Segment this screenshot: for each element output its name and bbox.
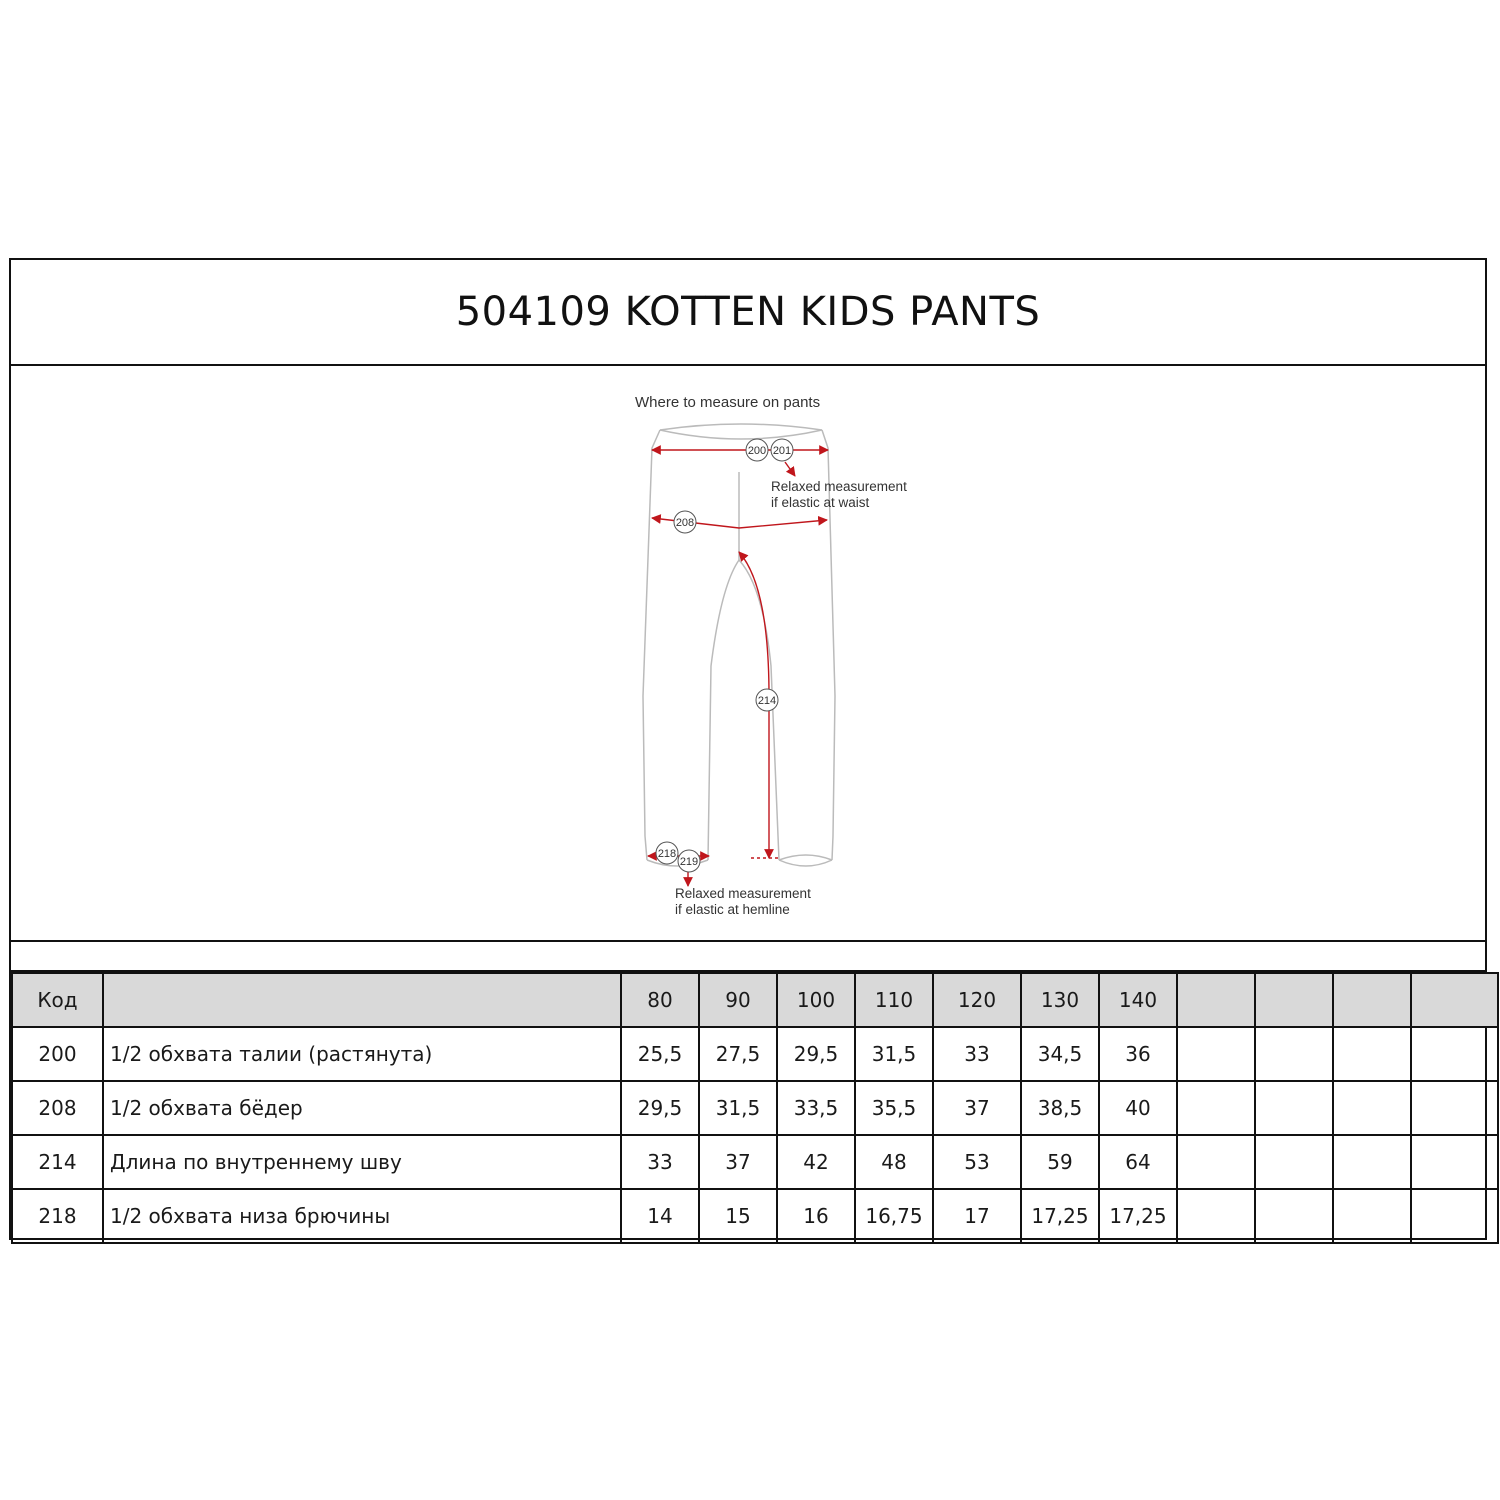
table-header-row [12,973,1498,1027]
size-header [1333,973,1411,1027]
measurement-code: 200 [12,1027,103,1081]
measurement-value [1333,1027,1411,1081]
measurement-value: 29,5 [777,1027,855,1081]
size-header [1411,973,1498,1027]
hem-note-line2: if elastic at hemline [675,902,790,917]
measurement-code: 214 [12,1135,103,1189]
svg-text:208: 208 [675,517,695,529]
measurement-value [1333,1135,1411,1189]
product-title: 504109 KOTTEN KIDS PANTS [455,289,1041,335]
measurement-value: 17,25 [1099,1189,1177,1243]
measurement-value [1411,1189,1498,1243]
measurement-value: 37 [699,1135,777,1189]
measurement-value: 33 [621,1135,699,1189]
measurement-value: 17,25 [1021,1189,1099,1243]
measurement-value [1411,1027,1498,1081]
svg-text:214: 214 [757,695,777,707]
measurement-value: 31,5 [855,1027,933,1081]
size-header: 130 [1021,973,1099,1027]
measurement-value: 35,5 [855,1081,933,1135]
waist-note-arrow [785,462,795,476]
measurement-arrows [648,450,828,886]
measurement-value: 53 [933,1135,1021,1189]
hem-note-line1: Relaxed measurement [675,886,811,901]
measurement-value [1255,1189,1333,1243]
measurement-value: 40 [1099,1081,1177,1135]
measurement-value [1255,1081,1333,1135]
svg-text:219: 219 [679,856,699,868]
measurement-value: 29,5 [621,1081,699,1135]
measurement-diagram-area [11,366,1485,942]
measurement-value: 14 [621,1189,699,1243]
measurement-value: 59 [1021,1135,1099,1189]
code-header: Код [12,973,103,1027]
measurement-description: 1/2 обхвата низа брючины [103,1189,621,1243]
waist-note-line2: if elastic at waist [771,495,870,510]
diagram-heading: Where to measure on pants [635,394,821,411]
measurement-value: 37 [933,1081,1021,1135]
size-header: 90 [699,973,777,1027]
measurement-value [1255,1135,1333,1189]
measurement-value: 34,5 [1021,1027,1099,1081]
measurement-code: 208 [12,1081,103,1135]
size-header: 140 [1099,973,1177,1027]
measurement-value: 16 [777,1189,855,1243]
measurement-value: 17 [933,1189,1021,1243]
measurement-value [1177,1135,1255,1189]
measurement-value [1255,1027,1333,1081]
size-table [11,972,1499,1244]
title-row [11,260,1485,366]
measurement-code: 218 [12,1189,103,1243]
measurement-value: 48 [855,1135,933,1189]
svg-text:200: 200 [747,445,767,457]
measurement-value: 33 [933,1027,1021,1081]
size-header: 120 [933,973,1021,1027]
measurement-value: 31,5 [699,1081,777,1135]
measurement-value [1333,1189,1411,1243]
measurement-value [1177,1081,1255,1135]
measurement-value [1177,1189,1255,1243]
measurement-value [1411,1081,1498,1135]
table-body [12,1027,1498,1243]
measurement-value: 64 [1099,1135,1177,1189]
measurement-value: 15 [699,1189,777,1243]
description-header [103,973,621,1027]
size-header: 80 [621,973,699,1027]
measurement-description: Длина по внутреннему шву [103,1135,621,1189]
measurement-value: 38,5 [1021,1081,1099,1135]
size-header [1177,973,1255,1027]
table-row [12,1189,1498,1243]
size-header: 110 [855,973,933,1027]
measurement-value: 42 [777,1135,855,1189]
pants-measurement-diagram [11,366,1485,940]
measurement-value [1411,1135,1498,1189]
measurement-value [1333,1081,1411,1135]
measurement-value: 25,5 [621,1027,699,1081]
measurement-value: 27,5 [699,1027,777,1081]
measurement-value: 36 [1099,1027,1177,1081]
waist-note-line1: Relaxed measurement [771,479,907,494]
table-row [12,1135,1498,1189]
measurement-description: 1/2 обхвата талии (растянута) [103,1027,621,1081]
size-chart-sheet [9,258,1487,1240]
table-row [12,1027,1498,1081]
table-row [12,1081,1498,1135]
size-header: 100 [777,973,855,1027]
svg-text:218: 218 [657,848,677,860]
measurement-value [1177,1027,1255,1081]
svg-text:201: 201 [772,445,792,457]
spacer-row [11,942,1485,972]
size-header [1255,973,1333,1027]
measurement-description: 1/2 обхвата бёдер [103,1081,621,1135]
measurement-value: 16,75 [855,1189,933,1243]
measurement-value: 33,5 [777,1081,855,1135]
